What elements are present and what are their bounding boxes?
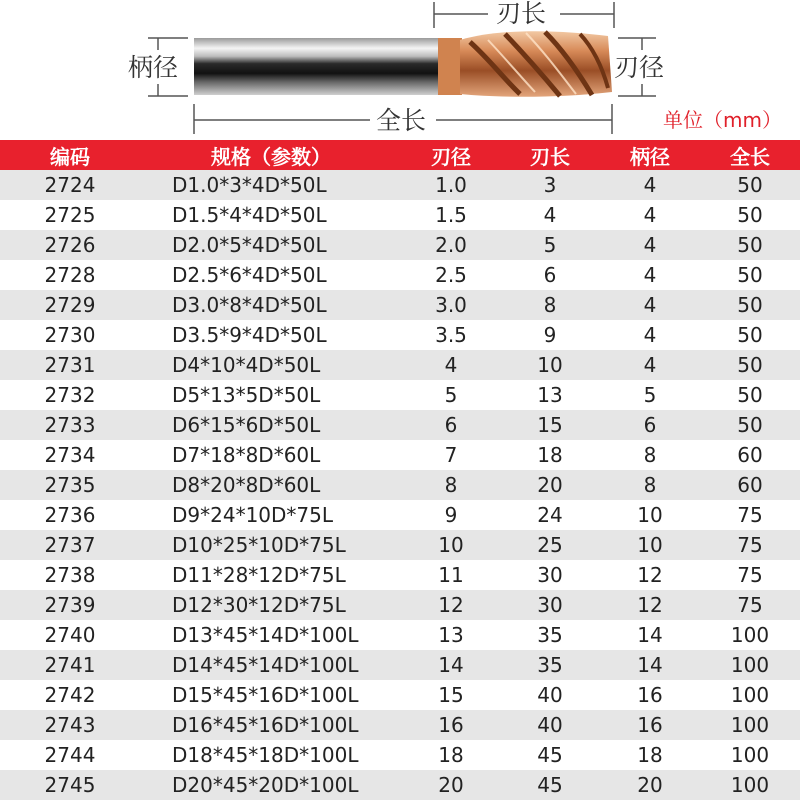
cell-spec: D13*45*14D*100L	[140, 620, 402, 650]
table-row	[0, 590, 800, 620]
cell-code: 2733	[0, 410, 140, 440]
cell-code: 2741	[0, 650, 140, 680]
cell-spec: D2.5*6*4D*50L	[140, 260, 402, 290]
cell-spec: D6*15*6D*50L	[140, 410, 402, 440]
cell-overall-length: 75	[700, 500, 800, 530]
cell-blade-diameter: 2.5	[402, 260, 500, 290]
cell-blade-diameter: 9	[402, 500, 500, 530]
cell-shank-diameter: 10	[600, 530, 700, 560]
cell-overall-length: 100	[700, 770, 800, 800]
cell-overall-length: 50	[700, 320, 800, 350]
cell-blade-diameter: 3.5	[402, 320, 500, 350]
cell-overall-length: 75	[700, 590, 800, 620]
cell-code: 2732	[0, 380, 140, 410]
cell-blade-diameter: 5	[402, 380, 500, 410]
table-row	[0, 530, 800, 560]
cell-shank-diameter: 8	[600, 470, 700, 500]
cell-blade-length: 25	[500, 530, 600, 560]
cell-spec: D16*45*16D*100L	[140, 710, 402, 740]
cell-shank-diameter: 16	[600, 710, 700, 740]
cell-shank-diameter: 10	[600, 500, 700, 530]
cell-blade-length: 18	[500, 440, 600, 470]
cell-blade-length: 3	[500, 170, 600, 200]
table-row	[0, 320, 800, 350]
cell-blade-length: 13	[500, 380, 600, 410]
cell-overall-length: 75	[700, 530, 800, 560]
cell-spec: D1.5*4*4D*50L	[140, 200, 402, 230]
cell-blade-diameter: 6	[402, 410, 500, 440]
table-row	[0, 770, 800, 800]
cell-overall-length: 100	[700, 740, 800, 770]
table-row	[0, 260, 800, 290]
cell-spec: D3.0*8*4D*50L	[140, 290, 402, 320]
cell-blade-diameter: 16	[402, 710, 500, 740]
cell-code: 2729	[0, 290, 140, 320]
table-body	[0, 170, 800, 800]
cell-code: 2724	[0, 170, 140, 200]
cell-blade-length: 35	[500, 620, 600, 650]
table-row	[0, 650, 800, 680]
cell-blade-diameter: 14	[402, 650, 500, 680]
cell-shank-diameter: 4	[600, 320, 700, 350]
blade-diameter-label: 刃径	[614, 53, 665, 82]
cell-code: 2740	[0, 620, 140, 650]
cell-blade-diameter: 13	[402, 620, 500, 650]
cell-shank-diameter: 14	[600, 620, 700, 650]
cell-code: 2736	[0, 500, 140, 530]
cell-shank-diameter: 4	[600, 290, 700, 320]
cell-overall-length: 100	[700, 680, 800, 710]
table-row	[0, 290, 800, 320]
cell-code: 2725	[0, 200, 140, 230]
cell-overall-length: 50	[700, 380, 800, 410]
cell-blade-diameter: 12	[402, 590, 500, 620]
spec-table	[0, 140, 800, 800]
cell-shank-diameter: 4	[600, 260, 700, 290]
cell-blade-diameter: 8	[402, 470, 500, 500]
cell-spec: D20*45*20D*100L	[140, 770, 402, 800]
table-row	[0, 620, 800, 650]
cell-code: 2737	[0, 530, 140, 560]
cell-code: 2739	[0, 590, 140, 620]
cell-overall-length: 100	[700, 650, 800, 680]
table-row	[0, 170, 800, 200]
cell-shank-diameter: 16	[600, 680, 700, 710]
cell-spec: D12*30*12D*75L	[140, 590, 402, 620]
cell-overall-length: 50	[700, 230, 800, 260]
cell-shank-diameter: 4	[600, 350, 700, 380]
cell-blade-diameter: 10	[402, 530, 500, 560]
cell-spec: D1.0*3*4D*50L	[140, 170, 402, 200]
neck	[438, 38, 462, 95]
cell-code: 2726	[0, 230, 140, 260]
cell-blade-length: 45	[500, 770, 600, 800]
cell-code: 2745	[0, 770, 140, 800]
cell-shank-diameter: 5	[600, 380, 700, 410]
cell-spec: D3.5*9*4D*50L	[140, 320, 402, 350]
table-row	[0, 200, 800, 230]
cell-blade-diameter: 1.5	[402, 200, 500, 230]
cell-blade-diameter: 15	[402, 680, 500, 710]
cell-blade-length: 24	[500, 500, 600, 530]
end-mill-diagram	[0, 0, 800, 140]
cell-blade-length: 5	[500, 230, 600, 260]
table-row	[0, 710, 800, 740]
table-row	[0, 410, 800, 440]
cell-shank-diameter: 4	[600, 170, 700, 200]
cell-blade-diameter: 3.0	[402, 290, 500, 320]
cell-shank-diameter: 18	[600, 740, 700, 770]
cell-shank-diameter: 14	[600, 650, 700, 680]
table-row	[0, 470, 800, 500]
cell-code: 2744	[0, 740, 140, 770]
shank-diameter-label: 柄径	[128, 53, 179, 82]
cell-spec: D9*24*10D*75L	[140, 500, 402, 530]
table-row	[0, 230, 800, 260]
cell-spec: D8*20*8D*60L	[140, 470, 402, 500]
header-blade-length: 刃长	[500, 140, 600, 170]
cell-blade-diameter: 1.0	[402, 170, 500, 200]
cell-overall-length: 50	[700, 260, 800, 290]
cell-blade-length: 15	[500, 410, 600, 440]
table-row	[0, 380, 800, 410]
blade-length-label: 刃长	[496, 0, 547, 28]
overall-length-label: 全长	[376, 106, 427, 135]
header-spec: 规格（参数）	[140, 140, 402, 170]
cell-code: 2728	[0, 260, 140, 290]
table-row	[0, 680, 800, 710]
cell-overall-length: 100	[700, 620, 800, 650]
cell-overall-length: 60	[700, 470, 800, 500]
cell-blade-length: 9	[500, 320, 600, 350]
cell-blade-diameter: 2.0	[402, 230, 500, 260]
header-overall-length: 全长	[700, 140, 800, 170]
cell-code: 2743	[0, 710, 140, 740]
cell-blade-length: 40	[500, 680, 600, 710]
cell-blade-length: 20	[500, 470, 600, 500]
cell-code: 2731	[0, 350, 140, 380]
table-row	[0, 740, 800, 770]
cell-spec: D10*25*10D*75L	[140, 530, 402, 560]
cell-code: 2738	[0, 560, 140, 590]
unit-label: 单位（mm）	[663, 108, 782, 132]
cell-overall-length: 50	[700, 170, 800, 200]
cell-shank-diameter: 12	[600, 560, 700, 590]
cell-blade-length: 10	[500, 350, 600, 380]
cell-spec: D5*13*5D*50L	[140, 380, 402, 410]
cell-blade-diameter: 4	[402, 350, 500, 380]
cell-overall-length: 50	[700, 200, 800, 230]
header-shank-diameter: 柄径	[600, 140, 700, 170]
cell-code: 2734	[0, 440, 140, 470]
cell-blade-length: 30	[500, 560, 600, 590]
table-header-row	[0, 140, 800, 170]
cell-blade-length: 40	[500, 710, 600, 740]
cell-spec: D18*45*18D*100L	[140, 740, 402, 770]
table-row	[0, 440, 800, 470]
cell-overall-length: 50	[700, 350, 800, 380]
cell-spec: D11*28*12D*75L	[140, 560, 402, 590]
shank	[194, 38, 444, 95]
header-blade-diameter: 刃径	[402, 140, 500, 170]
cell-blade-diameter: 20	[402, 770, 500, 800]
cell-spec: D2.0*5*4D*50L	[140, 230, 402, 260]
cell-blade-length: 30	[500, 590, 600, 620]
cell-overall-length: 50	[700, 410, 800, 440]
cell-overall-length: 75	[700, 560, 800, 590]
cell-spec: D4*10*4D*50L	[140, 350, 402, 380]
cell-overall-length: 60	[700, 440, 800, 470]
cell-blade-diameter: 7	[402, 440, 500, 470]
cell-blade-length: 4	[500, 200, 600, 230]
cell-code: 2735	[0, 470, 140, 500]
cell-code: 2730	[0, 320, 140, 350]
cell-spec: D7*18*8D*60L	[140, 440, 402, 470]
cell-blade-diameter: 11	[402, 560, 500, 590]
header-code: 编码	[0, 140, 140, 170]
cell-spec: D15*45*16D*100L	[140, 680, 402, 710]
cell-code: 2742	[0, 680, 140, 710]
cell-spec: D14*45*14D*100L	[140, 650, 402, 680]
cell-blade-length: 35	[500, 650, 600, 680]
cell-shank-diameter: 8	[600, 440, 700, 470]
cell-overall-length: 50	[700, 290, 800, 320]
cell-shank-diameter: 20	[600, 770, 700, 800]
table-row	[0, 560, 800, 590]
cell-overall-length: 100	[700, 710, 800, 740]
cell-shank-diameter: 4	[600, 200, 700, 230]
cell-blade-diameter: 18	[402, 740, 500, 770]
cell-blade-length: 6	[500, 260, 600, 290]
table-row	[0, 500, 800, 530]
table-row	[0, 350, 800, 380]
cell-blade-length: 45	[500, 740, 600, 770]
cell-shank-diameter: 4	[600, 230, 700, 260]
cell-shank-diameter: 6	[600, 410, 700, 440]
cell-shank-diameter: 12	[600, 590, 700, 620]
cell-blade-length: 8	[500, 290, 600, 320]
